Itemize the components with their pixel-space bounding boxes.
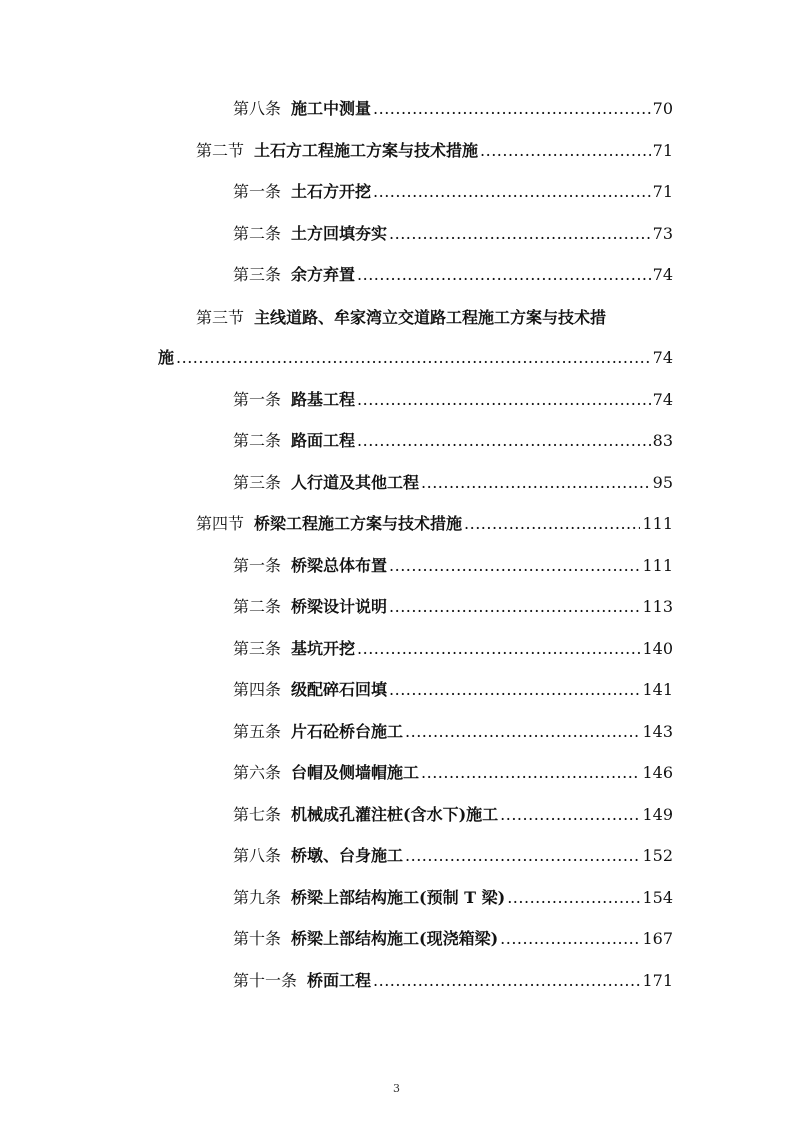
toc-entry-title: 桥梁上部结构施工(现浇箱梁) [291, 929, 499, 948]
toc-entry-title: 桥面工程 [307, 971, 372, 990]
toc-entry-page: 111 [642, 556, 673, 575]
toc-entry-number: 第十条 [233, 929, 282, 948]
toc-entry[interactable] [233, 636, 673, 662]
toc-entry-number: 第二条 [233, 431, 282, 450]
toc-entry-number: 第四节 [196, 514, 245, 533]
toc-leader-dots [389, 553, 640, 579]
toc-entry[interactable] [233, 387, 673, 413]
toc-entry-page: 146 [642, 763, 673, 782]
toc-entry-page: 111 [642, 514, 673, 533]
toc-entry-page: 143 [642, 722, 673, 741]
toc-entry-number: 第五条 [233, 722, 282, 741]
toc-entry-page: 71 [652, 182, 673, 201]
toc-entry[interactable] [233, 262, 673, 288]
toc-entry-page: 171 [642, 971, 673, 990]
toc-entry-page: 149 [642, 805, 673, 824]
toc-entry[interactable] [196, 138, 673, 164]
toc-entry-number: 第十一条 [233, 971, 298, 990]
toc-entry-page: 167 [642, 929, 673, 948]
toc-leader-dots [421, 760, 640, 786]
toc-entry[interactable] [233, 885, 673, 911]
toc-leader-dots [357, 387, 651, 413]
toc-entry-number: 第二条 [233, 224, 282, 243]
toc-entry-wrapped-line2[interactable] [158, 345, 673, 371]
toc-entry-page: 74 [652, 348, 673, 367]
toc-leader-dots [389, 221, 651, 247]
toc-entry-title: 土石方开挖 [291, 182, 372, 201]
toc-leader-dots [357, 262, 651, 288]
toc-leader-dots [176, 345, 651, 371]
toc-entry[interactable] [233, 594, 673, 620]
toc-leader-dots [357, 636, 640, 662]
toc-entry-number: 第二条 [233, 597, 282, 616]
toc-entry-title: 桥墩、台身施工 [291, 846, 404, 865]
toc-entry-page: 74 [652, 265, 673, 284]
toc-entry-title: 路面工程 [291, 431, 356, 450]
toc-entry-title: 桥梁工程施工方案与技术措施 [254, 514, 463, 533]
toc-entry[interactable] [233, 221, 673, 247]
toc-entry-number: 第四条 [233, 680, 282, 699]
toc-entry[interactable] [233, 553, 673, 579]
toc-entry-page: 83 [652, 431, 673, 450]
toc-entry-page: 154 [642, 888, 673, 907]
toc-entry-title: 路基工程 [291, 390, 356, 409]
toc-entry-title: 机械成孔灌注桩(含水下)施工 [291, 805, 499, 824]
toc-leader-dots [389, 594, 640, 620]
toc-entry-page: 141 [642, 680, 673, 699]
toc-leader-dots [500, 802, 640, 828]
toc-entry-wrapped-line1[interactable] [196, 305, 673, 331]
toc-entry-page: 113 [642, 597, 673, 616]
toc-entry-page: 73 [652, 224, 673, 243]
toc-entry-number: 第三条 [233, 265, 282, 284]
toc-entry-number: 第一条 [233, 390, 282, 409]
toc-entry-title: 土石方工程施工方案与技术措施 [254, 141, 479, 160]
toc-entry-number: 第二节 [196, 141, 245, 160]
toc-leader-dots [405, 843, 640, 869]
toc-entry[interactable] [196, 511, 673, 537]
toc-entry-page: 74 [652, 390, 673, 409]
toc-entry-number: 第三条 [233, 473, 282, 492]
toc-entry-page: 152 [642, 846, 673, 865]
toc-entry-page: 140 [642, 639, 673, 658]
toc-entry-title: 片石砼桥台施工 [291, 722, 404, 741]
toc-entry-number: 第九条 [233, 888, 282, 907]
toc-entry-number: 第七条 [233, 805, 282, 824]
toc-entry[interactable] [233, 96, 673, 122]
toc-entry-page: 71 [652, 141, 673, 160]
toc-entry[interactable] [233, 179, 673, 205]
toc-entry[interactable] [233, 926, 673, 952]
toc-entry-title: 人行道及其他工程 [291, 473, 420, 492]
toc-entry-title: 级配碎石回填 [291, 680, 388, 699]
toc-entry-page: 95 [652, 473, 673, 492]
toc-entry-title: 主线道路、牟家湾立交道路工程施工方案与技术措 [254, 308, 607, 327]
toc-entry-number: 第三条 [233, 639, 282, 658]
toc-leader-dots [405, 719, 640, 745]
toc-entry-title: 施工中测量 [291, 99, 372, 118]
toc-leader-dots [480, 138, 651, 164]
page-number-footer: 3 [393, 1082, 400, 1095]
toc-leader-dots [464, 511, 640, 537]
toc-entry-number: 第八条 [233, 99, 282, 118]
toc-leader-dots [421, 470, 651, 496]
toc-entry[interactable] [233, 470, 673, 496]
toc-entry[interactable] [233, 760, 673, 786]
toc-entry-title: 余方弃置 [291, 265, 356, 284]
toc-entry-page: 70 [652, 99, 673, 118]
toc-leader-dots [373, 96, 651, 122]
toc-leader-dots [357, 428, 651, 454]
toc-entry-title: 桥梁上部结构施工(预制 T 梁) [291, 888, 506, 907]
toc-entry-title: 桥梁总体布置 [291, 556, 388, 575]
toc-leader-dots [389, 677, 640, 703]
toc-entry-number: 第一条 [233, 556, 282, 575]
toc-entry-title: 土方回填夯实 [291, 224, 388, 243]
toc-entry-number: 第一条 [233, 182, 282, 201]
toc-entry-title: 桥梁设计说明 [291, 597, 388, 616]
toc-entry[interactable] [233, 802, 673, 828]
toc-entry-title: 基坑开挖 [291, 639, 356, 658]
toc-entry[interactable] [233, 428, 673, 454]
toc-leader-dots [373, 968, 640, 994]
toc-entry-number: 第六条 [233, 763, 282, 782]
toc-entry[interactable] [233, 968, 673, 994]
toc-leader-dots [507, 885, 640, 911]
toc-entry-title: 台帽及侧墙帽施工 [291, 763, 420, 782]
toc-entry[interactable] [233, 843, 673, 869]
toc-entry-title-continued: 施 [158, 348, 175, 367]
toc-entry-number: 第三节 [196, 308, 245, 327]
toc-entry[interactable] [233, 719, 673, 745]
toc-entry-number: 第八条 [233, 846, 282, 865]
toc-leader-dots [373, 179, 651, 205]
toc-entry[interactable] [233, 677, 673, 703]
toc-leader-dots [500, 926, 640, 952]
